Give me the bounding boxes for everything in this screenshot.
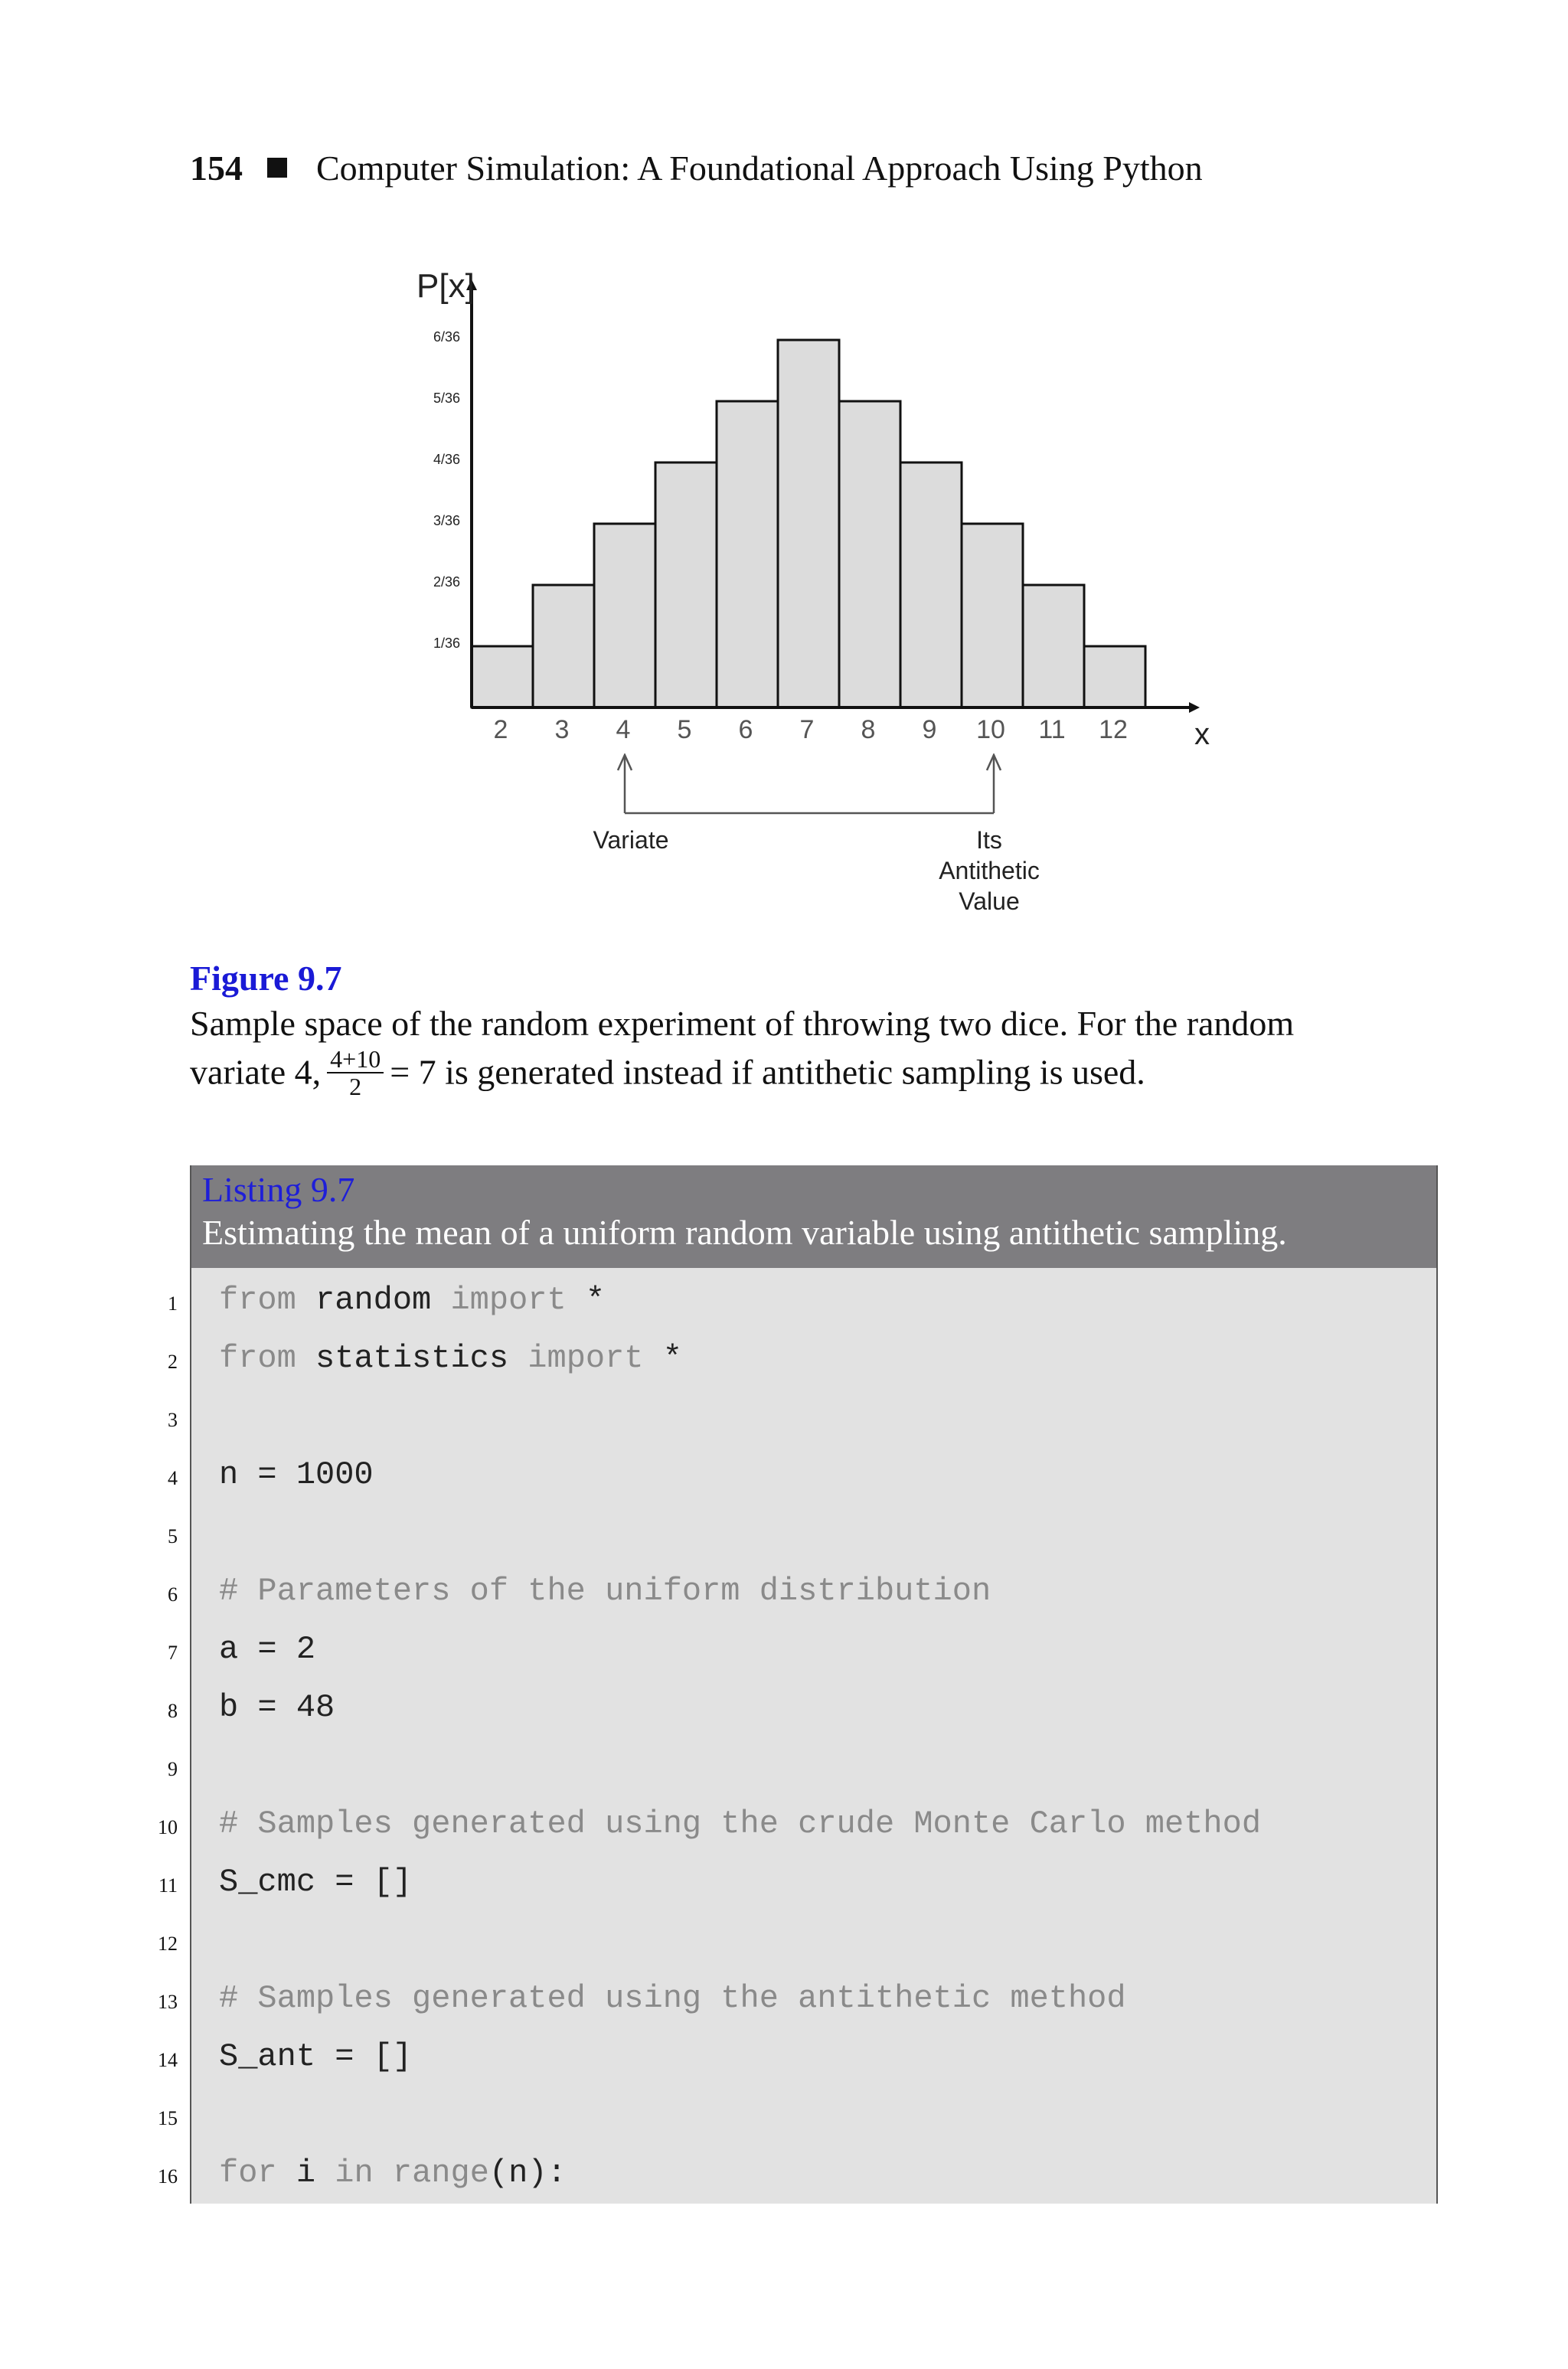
antithetic-label-line-2: Antithetic: [939, 857, 1040, 884]
code-keyword: from: [219, 1282, 296, 1318]
code-text: [219, 1453, 374, 1496]
x-tick-5: 5: [677, 715, 692, 744]
book-title: Computer Simulation: A Foundational Approach Using Python: [316, 149, 1203, 188]
y-tick-6: 6/36: [433, 329, 461, 345]
code-token: S_cmc = []: [219, 1864, 413, 1900]
code-text: [219, 1570, 991, 1613]
code-comment: # Samples generated using the crude Monte Carlo method: [219, 1805, 1262, 1842]
x-tick-2: 2: [493, 715, 508, 744]
code-token: *: [566, 1282, 606, 1318]
code-token: n = 1000: [219, 1456, 374, 1493]
line-number: 14: [158, 2049, 178, 2071]
fraction-denominator: 2: [349, 1073, 362, 1100]
code-comment: # Samples generated using the antithetic method: [219, 1980, 1126, 2017]
page-number: 154: [190, 149, 243, 188]
code-line: [168, 1620, 1435, 1678]
line-number: 11: [158, 1874, 178, 1897]
code-text: [219, 1279, 605, 1322]
code-text: [219, 2152, 567, 2194]
figure-label: Figure 9.7: [190, 959, 342, 998]
code-text: [219, 1977, 1126, 2020]
code-line: [158, 2028, 1435, 2086]
bar-12: [1084, 646, 1145, 707]
code-line: [158, 1795, 1435, 1853]
code-token: *: [643, 1340, 682, 1377]
code-keyword: from: [219, 1340, 296, 1377]
code-keyword: range: [392, 2155, 489, 2191]
caption-line-1: Sample space of the random experiment of throwing two dice. For the random: [190, 1004, 1295, 1043]
code-line: [168, 1678, 1435, 1737]
bar-6: [717, 401, 778, 707]
code-token: statistics: [296, 1340, 528, 1377]
figure-caption: [190, 1002, 1415, 1100]
x-tick-12: 12: [1099, 715, 1128, 744]
line-number: 6: [168, 1583, 178, 1606]
line-number: 7: [168, 1642, 178, 1664]
code-line: [168, 1329, 1435, 1387]
code-text: [219, 1861, 412, 1903]
bar-10: [962, 524, 1023, 707]
code-text: [219, 2035, 412, 2078]
y-tick-1: 1/36: [433, 636, 461, 651]
code-token: a = 2: [219, 1631, 316, 1668]
code-token: [374, 2155, 393, 2191]
code-text: [219, 1337, 682, 1380]
separator-square-icon: [267, 158, 287, 178]
y-tick-5: 5/36: [433, 390, 461, 406]
code-line: [168, 1446, 1435, 1504]
listing-description: Estimating the mean of a uniform random variable using antithetic sampling.: [202, 1213, 1287, 1252]
code-line: [168, 1271, 1435, 1329]
x-tick-3: 3: [554, 715, 570, 744]
antithetic-label-line-3: Value: [959, 887, 1020, 915]
bar-2: [472, 646, 533, 707]
code-line: [158, 1911, 1435, 1969]
code-text: [219, 1628, 315, 1671]
bar-3: [533, 585, 594, 707]
code-keyword: for: [219, 2155, 277, 2191]
x-tick-6: 6: [738, 715, 753, 744]
caption-line-2-end: = 7 is generated instead if antithetic sampling is used.: [390, 1052, 1145, 1092]
line-number: 1: [168, 1292, 178, 1315]
line-number: 9: [168, 1758, 178, 1780]
y-axis-label: P[x]: [416, 267, 475, 305]
code-line: [168, 1387, 1435, 1446]
x-tick-8: 8: [861, 715, 876, 744]
line-number: 16: [158, 2165, 178, 2188]
x-tick-9: 9: [922, 715, 937, 744]
code-line: [158, 1969, 1435, 2028]
y-tick-labels: [433, 329, 460, 651]
line-number: 13: [158, 1991, 178, 2013]
code-line: [158, 2144, 1435, 2202]
caption-line-2-start: variate 4,: [190, 1052, 322, 1092]
code-line: [158, 2086, 1435, 2144]
code-line: [158, 1853, 1435, 1911]
fraction-numerator: 4+10: [327, 1046, 384, 1073]
line-number: 15: [158, 2107, 178, 2129]
code-line: [168, 1737, 1435, 1795]
bar-9: [900, 462, 962, 707]
running-head: [190, 145, 1203, 191]
y-tick-2: 2/36: [433, 574, 461, 590]
x-axis-label: x: [1194, 717, 1210, 751]
code-token: (n):: [488, 2155, 567, 2191]
line-number: 5: [168, 1525, 178, 1547]
line-number: 8: [168, 1700, 178, 1722]
bar-5: [655, 462, 717, 707]
line-number: 4: [168, 1467, 178, 1489]
bars-layer: [472, 340, 1145, 707]
x-tick-10: 10: [976, 715, 1005, 744]
bar-4: [594, 524, 655, 707]
code-token: b = 48: [219, 1689, 335, 1726]
bar-8: [839, 401, 900, 707]
bar-7: [778, 340, 839, 707]
fraction: [327, 1046, 384, 1100]
code-keyword: import: [528, 1340, 644, 1377]
code-line: [168, 1562, 1435, 1620]
antithetic-label-line-1: Its: [976, 826, 1002, 854]
line-number: 12: [158, 1933, 178, 1955]
dice-sum-histogram: [0, 230, 1568, 942]
x-tick-11: 11: [1038, 715, 1066, 744]
line-number: 10: [158, 1816, 178, 1838]
x-tick-labels: [494, 715, 1128, 744]
line-number: 3: [168, 1409, 178, 1431]
y-tick-3: 3/36: [433, 513, 461, 528]
code-token: S_ant = []: [219, 2038, 413, 2075]
bar-11: [1023, 585, 1084, 707]
listing-label: Listing 9.7: [202, 1170, 355, 1209]
code-keyword: import: [450, 1282, 567, 1318]
x-tick-4: 4: [616, 715, 631, 744]
x-tick-7: 7: [799, 715, 815, 744]
code-comment: # Parameters of the uniform distribution: [219, 1573, 991, 1609]
antithetic-bracket: [625, 755, 994, 813]
y-tick-4: 4/36: [433, 452, 461, 467]
code-line: [168, 1504, 1435, 1562]
line-number: 2: [168, 1351, 178, 1373]
code-text: [219, 1686, 335, 1729]
variate-label: Variate: [593, 826, 669, 854]
listing-header: [191, 1165, 1436, 1268]
code-token: random: [296, 1282, 451, 1318]
code-text: [219, 1802, 1261, 1845]
code-keyword: in: [335, 2155, 374, 2191]
code-token: i: [276, 2155, 335, 2191]
